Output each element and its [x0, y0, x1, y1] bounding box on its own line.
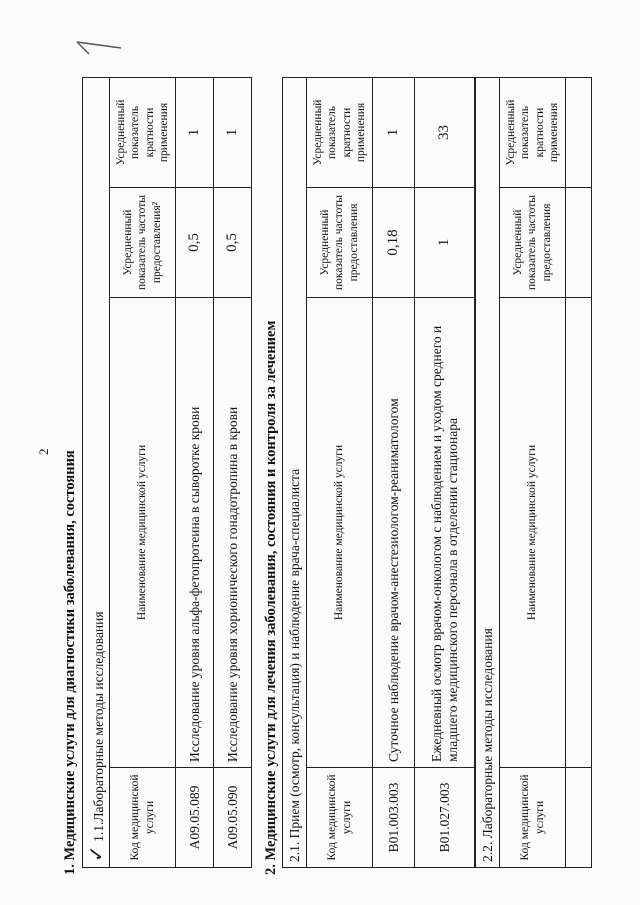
header-code: Код медицинской услуги: [110, 768, 176, 868]
frequency-value: 0,5: [176, 188, 214, 298]
header-multiplicity: Усредненный показатель кратности применения: [110, 77, 176, 187]
service-code: B01.027.003: [415, 768, 475, 868]
diagnostics-lab-table: [82, 77, 252, 868]
header-frequency: Усредненный показатель частоты предоставления²: [110, 188, 176, 298]
handwritten-check-mark: [75, 20, 125, 60]
service-name: Ежедневный осмотр врачом-онкологом с наблюдением и уходом среднего и младшего медицинского персонала в отделении стационара: [415, 298, 475, 768]
header-name: Наименование медицинской услуги: [500, 298, 566, 768]
service-code: B01.003.003: [373, 768, 415, 868]
table-caption-row: [83, 77, 110, 867]
header-frequency: Усредненный показатель частоты предоставления: [500, 188, 566, 298]
header-name: Наименование медицинской услуги: [307, 298, 373, 768]
header-code: Код медицинской услуги: [500, 768, 566, 868]
multiplicity-value: 33: [415, 77, 475, 187]
multiplicity-value: 1: [373, 77, 415, 187]
header-multiplicity: Усредненный показатель кратности применения: [307, 77, 373, 187]
header-row: [110, 77, 176, 867]
subsection-2-1-caption: 2.1. Прием (осмотр, консультация) и наблюдение врача-специалиста: [283, 77, 307, 867]
treatment-lab-table: [475, 77, 592, 868]
table-row: [176, 77, 214, 867]
section-1-title: 1. Медицинские услуги для диагностики заболевания, состояния: [62, 450, 78, 875]
page-number: 2: [36, 448, 51, 455]
frequency-value: 1: [415, 188, 475, 298]
table-caption-row: [476, 77, 500, 867]
service-name: Суточное наблюдение врачом-анестезиологом-реаниматологом: [373, 298, 415, 768]
frequency-value: 0,5: [214, 188, 252, 298]
table-row-continued: [566, 77, 592, 867]
frequency-value: 0,18: [373, 188, 415, 298]
service-code: A09.05.089: [176, 768, 214, 868]
subsection-1-1-caption: 1.1.Лабораторные методы исследования: [91, 611, 106, 842]
subsection-2-2-caption: 2.2. Лабораторные методы исследования: [476, 77, 500, 867]
service-name: Исследование уровня хорионического гонадотропина в крови: [214, 298, 252, 768]
header-row: [307, 77, 373, 867]
service-name: Исследование уровня альфа-фетопротеина в сыворотке крови: [176, 298, 214, 768]
table-caption: [83, 77, 110, 867]
treatment-consultation-table: [282, 77, 475, 868]
header-name: Наименование медицинской услуги: [110, 298, 176, 768]
table-caption-row: [283, 77, 307, 867]
section-2-title: 2. Медицинские услуги для лечения заболевания, состояния и контроля за лечением: [263, 320, 279, 875]
header-frequency: Усредненный показатель частоты предоставления: [307, 188, 373, 298]
table-row: [214, 77, 252, 867]
service-code: A09.05.090: [214, 768, 252, 868]
header-code: Код медицинской услуги: [307, 768, 373, 868]
header-multiplicity: Усредненный показатель кратности применения: [500, 77, 566, 187]
multiplicity-value: 1: [176, 77, 214, 187]
header-row: [500, 77, 566, 867]
table-row: [373, 77, 415, 867]
multiplicity-value: 1: [214, 77, 252, 187]
handwritten-check-icon: ✓: [84, 845, 108, 862]
table-row: [415, 77, 475, 867]
